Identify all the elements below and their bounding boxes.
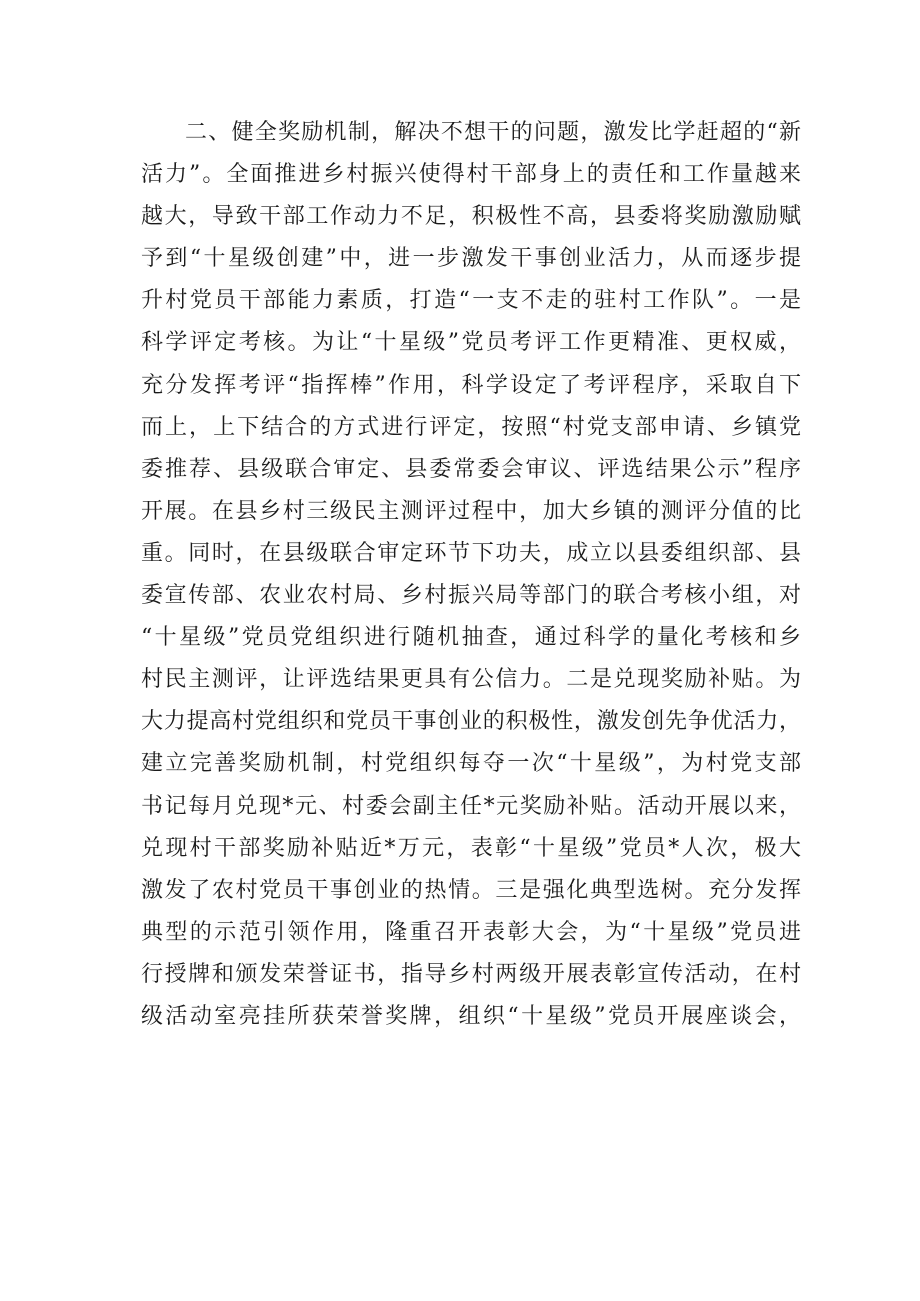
paragraph-line: 村民主测评，让评选结果更具有公信力。二是兑现奖励补贴。为: [141, 667, 801, 693]
paragraph-line: 级活动室亮挂所获荣誉奖牌，组织“十星级”党员开展座谈会，: [141, 1003, 801, 1029]
paragraph-line: 典型的示范引领作用，隆重召开表彰大会，为“十星级”党员进: [141, 919, 801, 945]
paragraph-line: 予到“十星级创建”中，进一步激发干事创业活力，从而逐步提: [141, 246, 801, 272]
paragraph-line: 活力”。全面推进乡村振兴使得村干部身上的责任和工作量越来: [141, 162, 801, 188]
paragraph-line: 二、健全奖励机制，解决不想干的问题，激发比学赶超的“新: [185, 120, 801, 145]
paragraph-line: 科学评定考核。为让“十星级”党员考评工作更精准、更权威，: [141, 330, 801, 356]
paragraph-line: 行授牌和颁发荣誉证书，指导乡村两级开展表彰宣传活动，在村: [141, 961, 801, 987]
paragraph-line: “十星级”党员党组织进行随机抽查，通过科学的量化考核和乡: [141, 625, 801, 651]
paragraph-line: 充分发挥考评“指挥棒”作用，科学设定了考评程序，采取自下: [141, 372, 801, 398]
paragraph-line: 开展。在县乡村三级民主测评过程中，加大乡镇的测评分值的比: [141, 498, 801, 524]
paragraph-line: 委推荐、县级联合审定、县委常委会审议、评选结果公示”程序: [141, 456, 801, 482]
paragraph-line: 大力提高村党组织和党员干事创业的积极性，激发创先争优活力，: [141, 709, 801, 735]
paragraph-line: 建立完善奖励机制，村党组织每夺一次“十星级”，为村党支部: [141, 751, 801, 777]
paragraph-line: 激发了农村党员干事创业的热情。三是强化典型选树。充分发挥: [141, 877, 801, 903]
paragraph-line: 委宣传部、农业农村局、乡村振兴局等部门的联合考核小组，对: [141, 583, 801, 609]
paragraph-line: 而上，上下结合的方式进行评定，按照“村党支部申请、乡镇党: [141, 414, 801, 440]
paragraph-line: 越大，导致干部工作动力不足，积极性不高，县委将奖励激励赋: [141, 204, 801, 230]
paragraph-line: 书记每月兑现*元、村委会副主任*元奖励补贴。活动开展以来，: [141, 793, 801, 819]
paragraph-line: 升村党员干部能力素质，打造“一支不走的驻村工作队”。一是: [141, 288, 801, 314]
paragraph-line: 兑现村干部奖励补贴近*万元，表彰“十星级”党员*人次，极大: [141, 835, 801, 861]
body-paragraph: [141, 112, 801, 1038]
paragraph-line: 重。同时，在县级联合审定环节下功夫，成立以县委组织部、县: [141, 540, 801, 566]
